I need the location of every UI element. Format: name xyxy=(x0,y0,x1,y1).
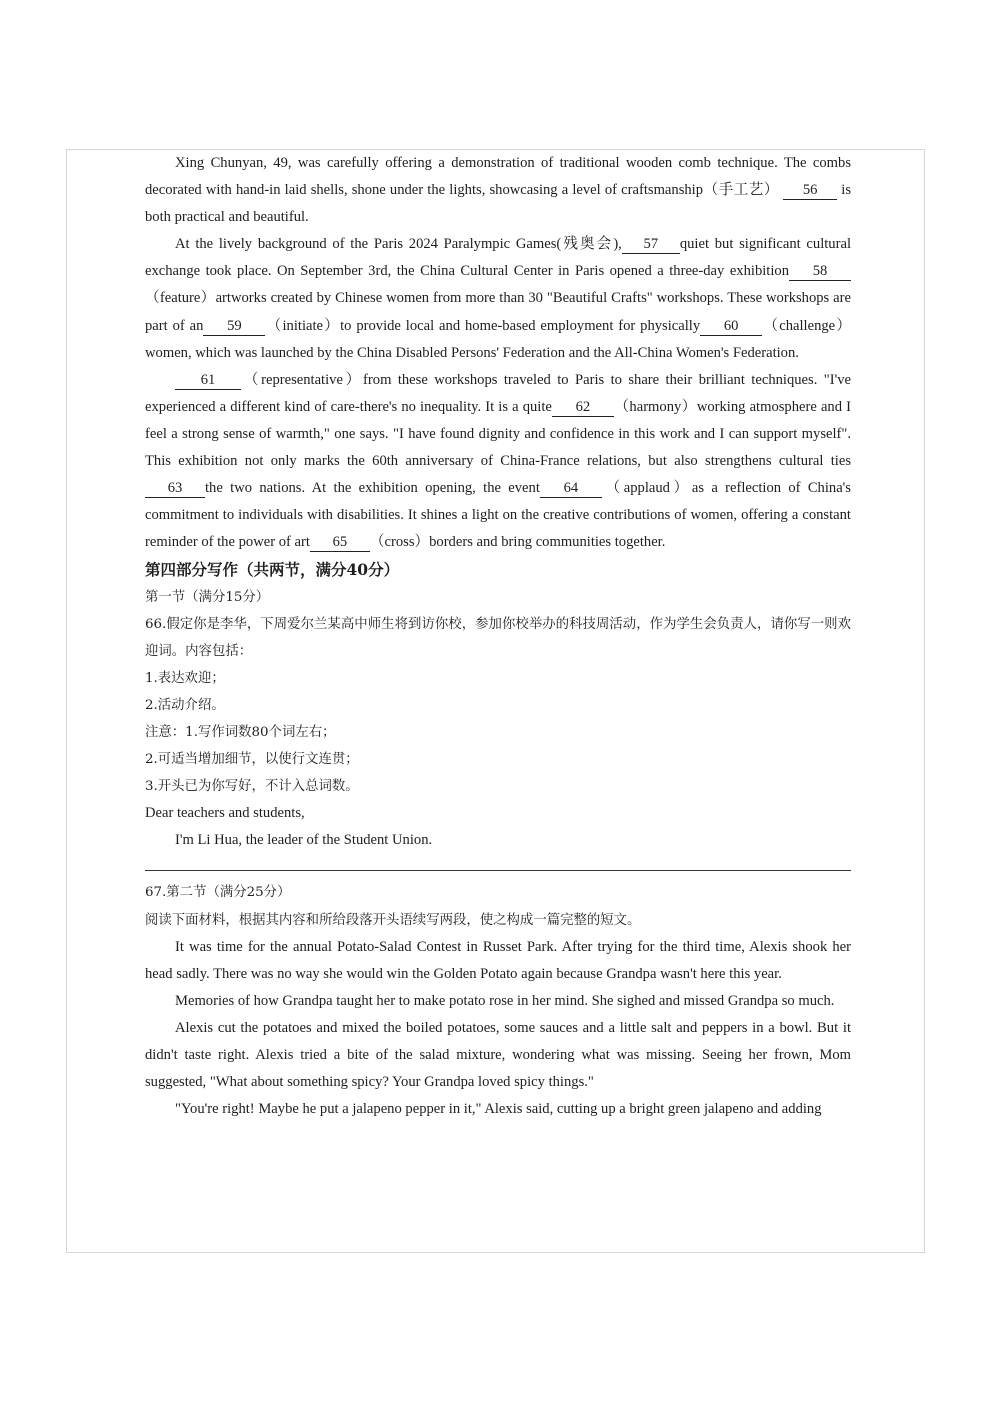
requirement-item-1: 1.表达欢迎； xyxy=(145,670,225,686)
answer-line[interactable] xyxy=(145,870,851,871)
passage-text: （initiate）to provide local and home-based employment for physically xyxy=(265,317,701,334)
story-paragraph-2: Memories of how Grandpa taught her to make potato rose in her mind. She sighed and missed Grandpa so much. xyxy=(175,992,835,1009)
section-1-title: 第一节（满分15分） xyxy=(145,589,270,605)
passage-text: （feature）artworks created by Chinese women from more than 30 "Beautiful Crafts" workshops. These workshops are part of an xyxy=(145,290,851,334)
letter-opening: I'm Li Hua, the leader of the Student Union. xyxy=(175,832,433,849)
blank-57[interactable]: 57 xyxy=(622,235,680,254)
letter-greeting: Dear teachers and students, xyxy=(145,805,305,822)
story-paragraph-3: Alexis cut the potatoes and mixed the boiled potatoes, some sauces and a little salt and peppers in a bowl. But it didn't taste right. Alexis tried a bite of the salad mixture, wondering what was missing. Seeing her frown, Mom suggested, "What about something spicy? Your Grandpa loved spicy things." xyxy=(145,1019,851,1091)
blank-58[interactable]: 58 xyxy=(789,262,851,281)
document-content xyxy=(145,150,851,1123)
note-2: 2.可适当增加细节，以使行文连贯； xyxy=(145,752,359,768)
story-paragraph-1: It was time for the annual Potato-Salad Contest in Russet Park. After trying for the third time, Alexis shook her head sadly. There was no way she would win the Golden Potato again because Grandpa wasn't here this year. xyxy=(145,938,851,982)
blank-64[interactable]: 64 xyxy=(540,479,602,498)
requirement-item-2: 2.活动介绍。 xyxy=(145,697,225,713)
blank-60[interactable]: 60 xyxy=(700,317,762,336)
section-2-instruction: 阅读下面材料，根据其内容和所给段落开头语续写两段，使之构成一篇完整的短文。 xyxy=(145,912,641,928)
blank-59[interactable]: 59 xyxy=(203,317,265,336)
blank-62[interactable]: 62 xyxy=(552,398,614,417)
passage-text: quiet but significant cultural exchange took place. On September 3rd, the China Cultural Center in Paris opened a three-day exhibition xyxy=(145,236,851,280)
passage-text: （harmony）working atmosphere and I feel a strong sense of warmth," one says. "I have found dignity and confidence in this work and I can support myself". This exhibition not only marks the 60th anniversary of China-France relations, but also strengthens cultural ties xyxy=(145,398,851,470)
passage-text: （challenge）women, which was launched by the China Disabled Persons' Federation and the All-China Women's Federation. xyxy=(145,317,851,361)
passage-text: is both practical and beautiful. xyxy=(145,182,852,226)
section-2-title: 67.第二节（满分25分） xyxy=(145,885,291,901)
blank-56[interactable]: 56 xyxy=(783,181,837,200)
blank-63[interactable]: 63 xyxy=(145,479,205,498)
passage-paragraph-3 xyxy=(145,367,851,557)
passage-text: （representative）from these workshops traveled to Paris to share their brilliant techniques. "I've experienced a different kind of care-there's no inequality. It is a quite xyxy=(145,371,851,415)
passage-text: the two nations. At the exhibition opening, the event xyxy=(205,480,540,497)
story-paragraph-4: "You're right! Maybe he put a jalapeno pepper in it," Alexis said, cutting up a bright green jalapeno and adding xyxy=(175,1101,822,1118)
blank-65[interactable]: 65 xyxy=(310,533,370,552)
passage-paragraph-1 xyxy=(145,150,851,231)
passage-text: Xing Chunyan, 49, was carefully offering a demonstration of traditional wooden comb technique. The combs decorated with hand-in laid shells, shone under the lights, showcasing a level of craftsmanship（手工艺） xyxy=(145,155,851,199)
section-heading: 第四部分写作（共两节，满分40分） xyxy=(145,560,400,580)
note-3: 3.开头已为你写好，不计入总词数。 xyxy=(145,779,359,795)
passage-text: （applaud）as a reflection of China's commitment to individuals with disabilities. It shines a light on the creative contributions of women, offering a constant reminder of the power of art xyxy=(145,480,851,551)
passage-text: At the lively background of the Paris 2024 Paralympic Games(残奥会), xyxy=(175,236,622,253)
note-1: 注意：1.写作词数80个词左右； xyxy=(145,724,336,740)
passage-paragraph-2 xyxy=(145,231,851,366)
question-66: 66.假定你是李华，下周爱尔兰某高中师生将到访你校，参加你校举办的科技周活动，作为学生会负责人，请你写一则欢迎词。内容包括： xyxy=(145,616,851,659)
blank-61[interactable]: 61 xyxy=(175,371,241,390)
passage-text: （cross）borders and bring communities together. xyxy=(369,534,666,551)
